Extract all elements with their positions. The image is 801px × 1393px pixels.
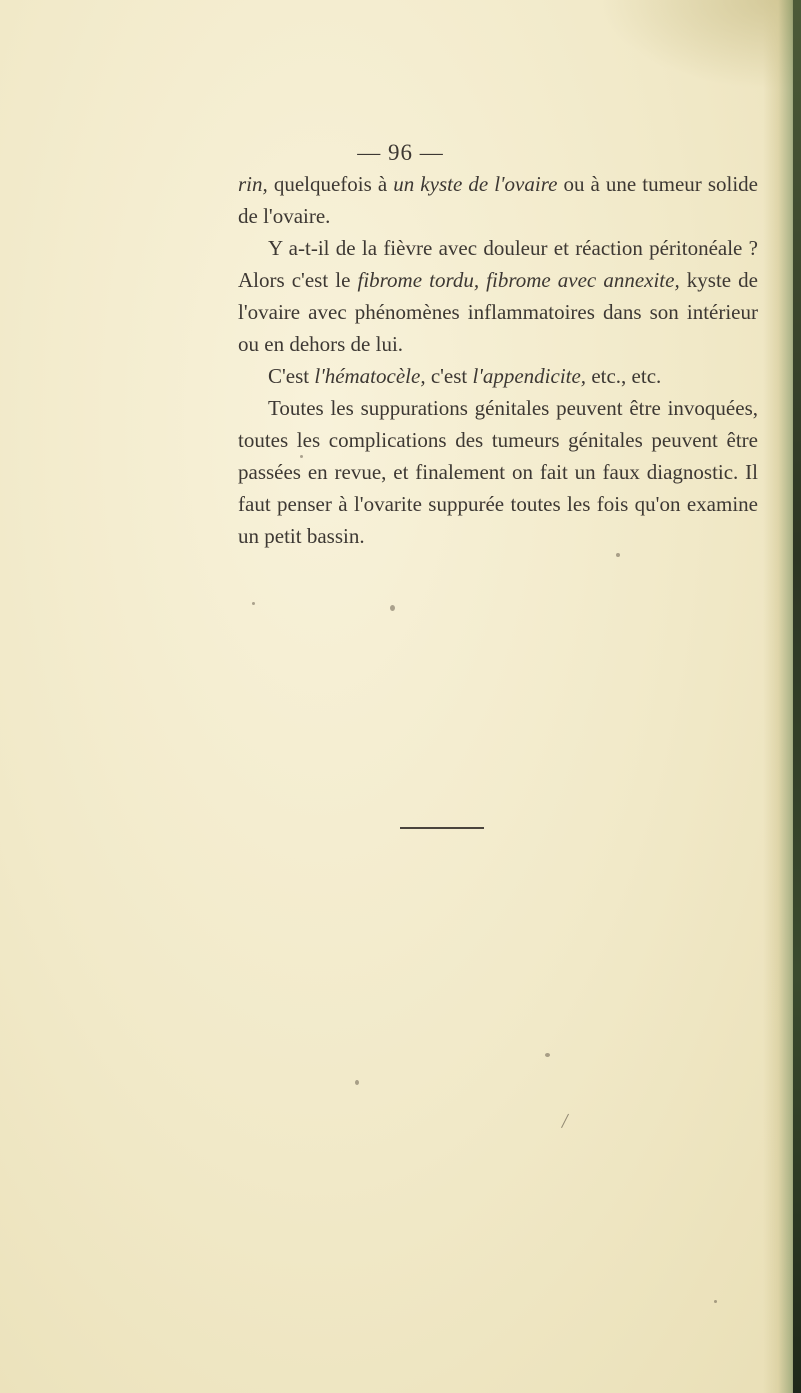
binding-edge xyxy=(793,0,801,1393)
paper-speck xyxy=(355,1080,359,1085)
paper-speck xyxy=(545,1053,550,1057)
page-number-header: — 96 — xyxy=(357,140,444,165)
paper-speck xyxy=(616,553,620,557)
text-run: etc., etc. xyxy=(586,364,662,388)
text-run: C'est xyxy=(268,364,315,388)
paragraph xyxy=(238,232,758,360)
paragraph xyxy=(238,360,758,392)
italic-text: l'hématocèle, xyxy=(314,364,426,388)
paper-speck xyxy=(714,1300,717,1303)
stray-mark: / xyxy=(560,1107,570,1134)
section-rule xyxy=(400,827,484,829)
paper-speck xyxy=(300,455,303,458)
text-run: kyste de l'ovaire avec phénomènes inflammatoires dans son intérieur ou en dehors de lui. xyxy=(238,268,758,356)
italic-text: rin, xyxy=(238,172,268,196)
paper-speck xyxy=(252,602,255,605)
paragraph xyxy=(238,168,758,232)
text-run: ou à une tumeur solide de l'ovaire. xyxy=(238,172,758,228)
paper-speck xyxy=(390,605,395,611)
text-run: Y a-t-il de la fièvre avec douleur et réaction péritonéale ? Alors c'est le xyxy=(238,236,758,292)
text-run: c'est xyxy=(425,364,473,388)
text-run: Toutes les suppurations génitales peuvent être invoquées, toutes les complications des tumeurs génitales peuvent être passées en revue, et finalement on fait un faux diagnostic. Il faut penser à l'ovarite suppurée toutes les fois qu'on examine un petit bassin. xyxy=(238,396,758,548)
paragraph xyxy=(238,392,758,552)
text-run: quelquefois à xyxy=(267,172,394,196)
italic-text: l'appendicite, xyxy=(472,364,587,388)
italic-text: un kyste de l'ovaire xyxy=(393,172,558,196)
italic-text: fibrome tordu, fibrome avec annexite, xyxy=(357,268,680,292)
body-text xyxy=(238,168,758,552)
